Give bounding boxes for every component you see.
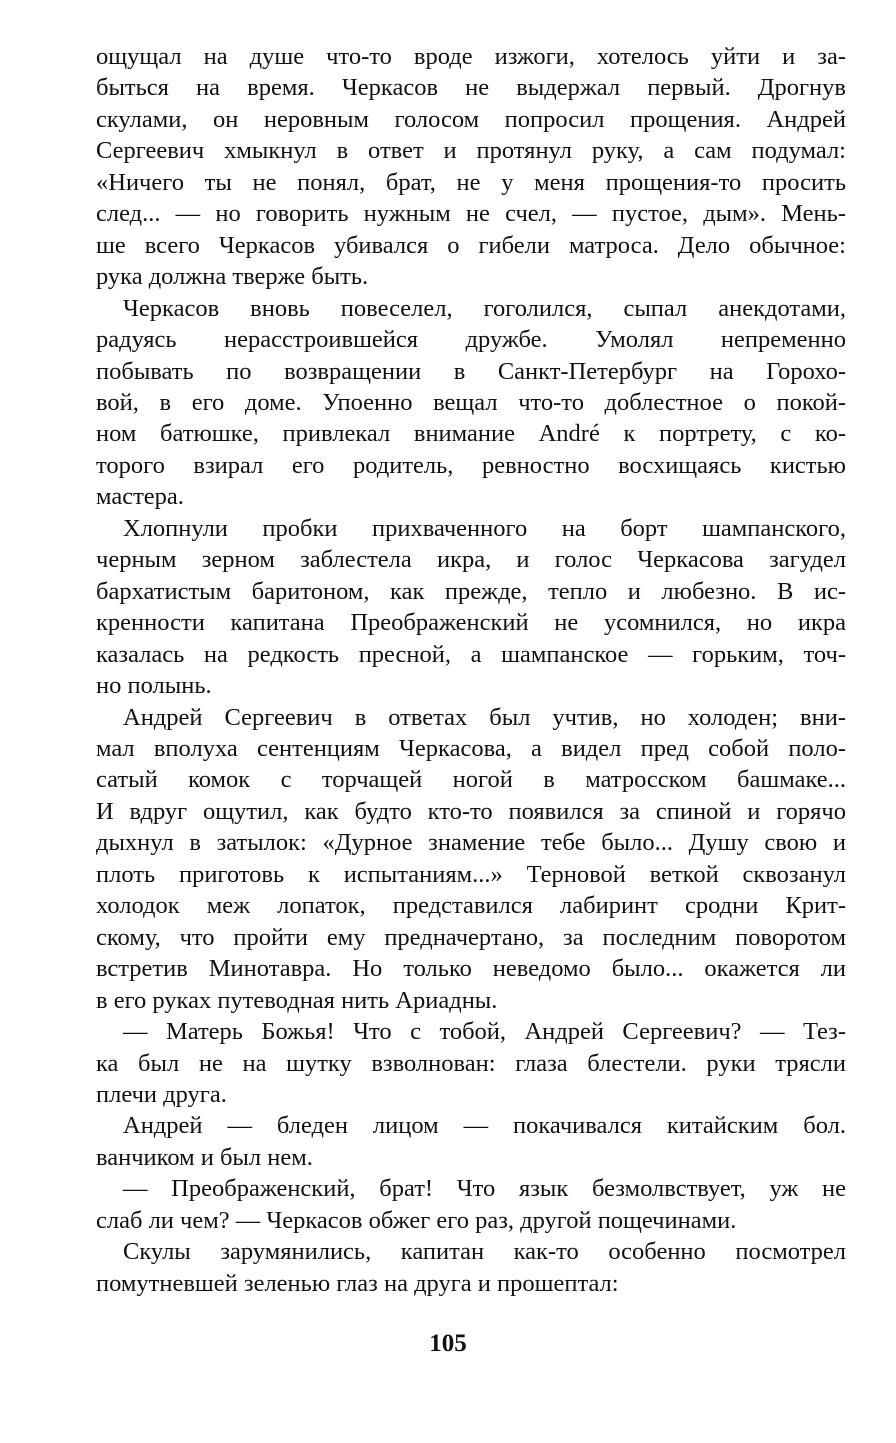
paragraph xyxy=(96,702,846,1017)
text-line: плоть приготовь к испытаниям...» Терновой веткой сквозанул xyxy=(96,860,846,888)
text-line: плечи друга. xyxy=(96,1080,227,1108)
page-body-text xyxy=(96,41,846,1299)
text-line: Черкасов вновь повеселел, гоголился, сыпал анекдотами, xyxy=(123,294,846,322)
text-line: торого взирал его родитель, ревностно восхищаясь кистью xyxy=(96,451,846,479)
text-line: скулами, он неровным голосом попросил прощения. Андрей xyxy=(96,105,846,133)
text-line: рука должна тверже быть. xyxy=(96,263,369,291)
text-line: — Преображенский, брат! Что язык безмолвствует, уж не xyxy=(123,1175,846,1203)
text-line: мастера. xyxy=(96,483,184,511)
text-line: ном батюшке, привлекал внимание André к портрету, с ко- xyxy=(96,420,846,448)
paragraph xyxy=(96,1110,846,1173)
text-line: слаб ли чем? — Черкасов обжег его раз, другой пощечинами. xyxy=(96,1206,737,1234)
text-line: кренности капитана Преображенский не усомнился, но икра xyxy=(96,609,846,637)
text-line: Андрей — бледен лицом — покачивался китайским бол. xyxy=(123,1112,846,1140)
paragraph xyxy=(96,513,846,702)
text-line: черным зерном заблестела икра, и голос Черкасова загудел xyxy=(96,546,846,574)
text-line: в его руках путеводная нить Ариадны. xyxy=(96,986,498,1014)
text-line: Скулы зарумянились, капитан как-то особенно посмотрел xyxy=(123,1238,846,1266)
paragraph xyxy=(96,1173,846,1236)
text-line: встретив Минотавра. Но только неведомо было... окажется ли xyxy=(96,955,846,983)
text-line: ванчиком и был нем. xyxy=(96,1143,313,1171)
text-line: помутневшей зеленью глаз на друга и прошептал: xyxy=(96,1269,619,1297)
text-line: ка был не на шутку взволнован: глаза блестели. руки трясли xyxy=(96,1049,846,1077)
text-line: холодок меж лопаток, представился лабиринт сродни Крит- xyxy=(96,892,846,920)
paragraph xyxy=(96,1016,846,1110)
text-line: Сергеевич хмыкнул в ответ и протянул руку, а сам подумал: xyxy=(96,137,846,165)
paragraph xyxy=(96,293,846,513)
text-line: побывать по возвращении в Санкт-Петербург на Горохо- xyxy=(96,357,846,385)
text-line: дыхнул в затылок: «Дурное знамение тебе было... Душу свою и xyxy=(96,829,846,857)
text-line: мал вполуха сентенциям Черкасова, а видел пред собой поло- xyxy=(96,734,846,762)
text-line: казалась на редкость пресной, а шампанское — горьким, точ- xyxy=(96,640,846,668)
text-line: вой, в его доме. Упоенно вещал что-то доблестное о покой- xyxy=(96,388,846,416)
text-line: бархатистым баритоном, как прежде, тепло и любезно. В ис- xyxy=(96,577,846,605)
page-number: 105 xyxy=(429,1330,467,1357)
text-line: Хлопнули пробки прихваченного на борт шампанского, xyxy=(123,514,846,542)
paragraph xyxy=(96,41,846,293)
text-line: И вдруг ощутил, как будто кто-то появился за спиной и горячо xyxy=(96,797,846,825)
text-line: — Матерь Божья! Что с тобой, Андрей Сергеевич? — Тез- xyxy=(123,1018,846,1046)
text-line: ощущал на душе что-то вроде изжоги, хотелось уйти и за- xyxy=(96,43,846,70)
text-line: след... — но говорить нужным не счел, — пустое, дым». Мень- xyxy=(96,200,846,228)
text-line: быться на время. Черкасов не выдержал первый. Дрогнув xyxy=(96,74,846,102)
text-line: ше всего Черкасов убивался о гибели матроса. Дело обычное: xyxy=(96,231,846,259)
text-line: сатый комок с торчащей ногой в матросском башмаке... xyxy=(96,766,846,794)
text-line: скому, что пройти ему предначертано, за последним поворотом xyxy=(96,923,846,951)
text-line: радуясь нерасстроившейся дружбе. Умолял непременно xyxy=(96,326,846,354)
paragraph xyxy=(96,1236,846,1299)
text-line: «Ничего ты не понял, брат, не у меня прощения-то просить xyxy=(96,168,846,196)
text-line: но полынь. xyxy=(96,672,212,700)
text-line: Андрей Сергеевич в ответах был учтив, но холоден; вни- xyxy=(123,703,846,731)
